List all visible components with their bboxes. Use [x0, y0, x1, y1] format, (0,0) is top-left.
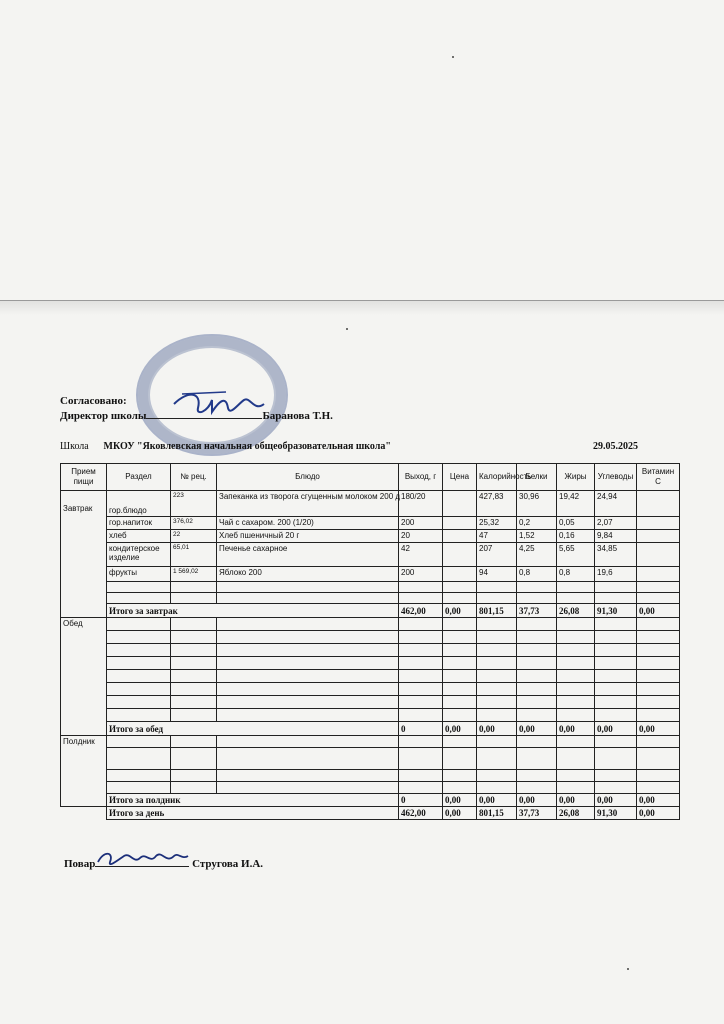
school-label: Школа [60, 441, 89, 452]
fat-cell: 0,16 [557, 530, 595, 543]
total-output: 0 [399, 722, 443, 736]
empty-row [61, 631, 680, 644]
dish-cell: Яблоко 200 [217, 567, 399, 582]
speck [346, 328, 348, 330]
table-row [61, 567, 680, 582]
dish-cell: Хлеб пшеничный 20 г [217, 530, 399, 543]
calories-cell: 47 [477, 530, 517, 543]
menu-table [60, 463, 680, 820]
price-cell [443, 543, 477, 567]
director-name: Баранова Т.Н. [262, 410, 333, 422]
price-cell [443, 491, 477, 517]
signature-line [146, 408, 262, 419]
speck [452, 56, 454, 58]
section-cell: гор.напиток [107, 517, 171, 530]
total-fat: 0,00 [557, 722, 595, 736]
day-total-row [61, 807, 680, 820]
carbs-cell: 34,85 [595, 543, 637, 567]
output-cell: 20 [399, 530, 443, 543]
paper-fold [0, 300, 724, 315]
section-cell: кондитерское изделие [107, 543, 171, 567]
table-row [61, 543, 680, 567]
meal-breakfast: Завтрак [61, 491, 107, 618]
protein-cell: 1,52 [517, 530, 557, 543]
empty-row [61, 782, 680, 794]
total-price: 0,00 [443, 807, 477, 820]
speck [627, 968, 629, 970]
col-section: Раздел [107, 464, 171, 491]
total-calories: 801,15 [477, 604, 517, 618]
total-carbs: 0,00 [595, 722, 637, 736]
calories-cell: 25,32 [477, 517, 517, 530]
col-dish: Блюдо [217, 464, 399, 491]
total-fat: 0,00 [557, 794, 595, 807]
total-price: 0,00 [443, 794, 477, 807]
vitc-cell [637, 543, 680, 567]
calories-cell: 94 [477, 567, 517, 582]
meal-lunch: Обед [61, 618, 107, 736]
carbs-cell: 2,07 [595, 517, 637, 530]
empty-row [61, 770, 680, 782]
cook-line [64, 856, 263, 870]
empty-row [61, 593, 680, 604]
col-vitc: Витамин С [637, 464, 680, 491]
col-carbs: Углеводы [595, 464, 637, 491]
total-vitc: 0,00 [637, 604, 680, 618]
lunch-total-row [61, 722, 680, 736]
col-protein: Белки [517, 464, 557, 491]
total-vitc: 0,00 [637, 794, 680, 807]
fat-cell: 19,42 [557, 491, 595, 517]
approval-block [60, 394, 333, 423]
empty-row [61, 582, 680, 593]
director-line [60, 408, 333, 423]
school-name: МКОУ "Яковлевская начальная общеобразовательная школа" [103, 441, 391, 452]
price-cell [443, 530, 477, 543]
carbs-cell: 9,84 [595, 530, 637, 543]
total-price: 0,00 [443, 722, 477, 736]
protein-cell: 30,96 [517, 491, 557, 517]
empty-row [61, 683, 680, 696]
table-row [61, 530, 680, 543]
table-row [61, 491, 680, 517]
vitc-cell [637, 517, 680, 530]
total-output: 0 [399, 794, 443, 807]
recipe-cell: 223 [171, 491, 217, 517]
total-label: Итого за обед [107, 722, 399, 736]
dish-cell: Запеканка из творога сгущенным молоком 200 д [217, 491, 399, 517]
total-carbs: 0,00 [595, 794, 637, 807]
empty-row [61, 709, 680, 722]
recipe-cell: 65,01 [171, 543, 217, 567]
total-protein: 0,00 [517, 794, 557, 807]
dish-cell: Печенье сахарное [217, 543, 399, 567]
protein-cell: 0,2 [517, 517, 557, 530]
menu-date: 29.05.2025 [593, 441, 638, 452]
fat-cell: 5,65 [557, 543, 595, 567]
snack-total-row [61, 794, 680, 807]
total-vitc: 0,00 [637, 722, 680, 736]
empty-row [61, 670, 680, 683]
price-cell [443, 567, 477, 582]
col-price: Цена [443, 464, 477, 491]
fat-cell: 0,8 [557, 567, 595, 582]
calories-cell: 427,83 [477, 491, 517, 517]
empty-row [61, 657, 680, 670]
section-cell: фрукты [107, 567, 171, 582]
total-label: Итого за день [107, 807, 399, 820]
total-protein: 37,73 [517, 807, 557, 820]
total-calories: 0,00 [477, 722, 517, 736]
carbs-cell: 24,94 [595, 491, 637, 517]
empty-row [61, 696, 680, 709]
output-cell: 200 [399, 517, 443, 530]
total-protein: 0,00 [517, 722, 557, 736]
col-recipe: № рец. [171, 464, 217, 491]
agreed-label: Согласовано: [60, 395, 127, 407]
table-header-row [61, 464, 680, 491]
total-fat: 26,08 [557, 604, 595, 618]
col-calories: Калорийность [477, 464, 517, 491]
meal-snack: Полдник [61, 736, 107, 807]
col-output: Выход, г [399, 464, 443, 491]
price-cell [443, 517, 477, 530]
cook-name: Стругова И.А. [192, 858, 264, 870]
carbs-cell: 19,6 [595, 567, 637, 582]
output-cell: 180/20 [399, 491, 443, 517]
total-protein: 37,73 [517, 604, 557, 618]
output-cell: 200 [399, 567, 443, 582]
empty-row [61, 618, 680, 631]
breakfast-total-row [61, 604, 680, 618]
empty-row [61, 736, 680, 748]
table-row [61, 517, 680, 530]
school-header [60, 441, 680, 452]
empty-row [61, 644, 680, 657]
total-carbs: 91,30 [595, 604, 637, 618]
recipe-cell: 22 [171, 530, 217, 543]
empty-row [61, 748, 680, 770]
col-meal: Прием пищи [61, 464, 107, 491]
total-carbs: 91,30 [595, 807, 637, 820]
col-fat: Жиры [557, 464, 595, 491]
dish-cell: Чай с сахаром. 200 (1/20) [217, 517, 399, 530]
cook-label: Повар [64, 858, 96, 870]
total-price: 0,00 [443, 604, 477, 618]
section-cell: хлеб [107, 530, 171, 543]
vitc-cell [637, 567, 680, 582]
recipe-cell: 376,02 [171, 517, 217, 530]
protein-cell: 4,25 [517, 543, 557, 567]
total-label: Итого за завтрак [107, 604, 399, 618]
vitc-cell [637, 491, 680, 517]
vitc-cell [637, 530, 680, 543]
cook-signature-line [95, 856, 189, 867]
total-calories: 801,15 [477, 807, 517, 820]
recipe-cell: 1 569,02 [171, 567, 217, 582]
section-cell: гор.блюдо [107, 491, 171, 517]
total-output: 462,00 [399, 807, 443, 820]
director-label: Директор школы [60, 410, 147, 422]
total-output: 462,00 [399, 604, 443, 618]
fat-cell: 0,05 [557, 517, 595, 530]
protein-cell: 0,8 [517, 567, 557, 582]
calories-cell: 207 [477, 543, 517, 567]
total-fat: 26,08 [557, 807, 595, 820]
total-label: Итого за полдник [107, 794, 399, 807]
total-vitc: 0,00 [637, 807, 680, 820]
output-cell: 42 [399, 543, 443, 567]
total-calories: 0,00 [477, 794, 517, 807]
